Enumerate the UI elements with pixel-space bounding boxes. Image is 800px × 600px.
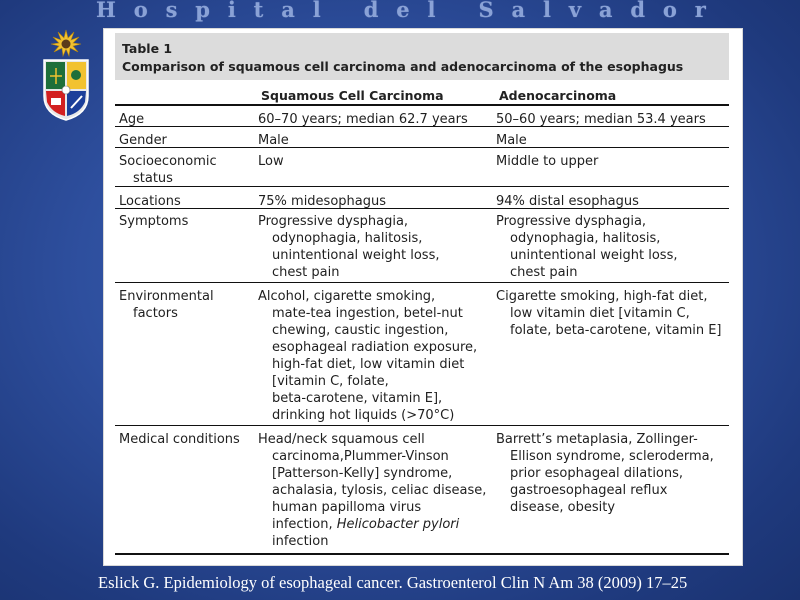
feature-cell [119, 111, 144, 128]
header-rule [115, 104, 729, 106]
row-divider [115, 147, 729, 148]
citation: Eslick G. Epidemiology of esophageal cancer. Gastroenterol Clin N Am 38 (2009) 17–25 [98, 573, 688, 592]
title-letter: v [568, 0, 582, 22]
cell-line: Cigarette smoking, high-fat diet, [496, 289, 708, 304]
title-letter: p [195, 0, 210, 22]
title-letter: a [598, 0, 613, 22]
feature-cell [119, 153, 217, 187]
title-letter: r [694, 0, 706, 22]
scc-cell [258, 111, 468, 128]
cell-line: low vitamin diet [vitamin C, [510, 306, 690, 321]
feature-cell [119, 288, 214, 322]
feature-cell [119, 132, 167, 149]
title-letter: s [165, 0, 178, 22]
cell-line: [Patterson-Kelly] syndrome, [272, 466, 453, 481]
cell-line: Age [119, 112, 145, 127]
cell-line: 94% distal esophagus [496, 194, 639, 209]
feature-cell [119, 213, 188, 230]
footer-rule [115, 553, 729, 555]
scc-cell [258, 288, 477, 424]
cell-line: drinking hot liquids (>70°C) [272, 408, 455, 423]
table-label: Table 1 [122, 41, 173, 56]
title-letter: a [511, 0, 526, 22]
cell-line: high-fat diet, low vitamin diet [272, 357, 465, 372]
cell-line: Ellison syndrome, scleroderma, [510, 449, 714, 464]
cell-line: Low [258, 154, 284, 169]
cell-line: carcinoma,Plummer-Vinson [272, 449, 449, 464]
cell-line: odynophagia, halitosis, [510, 231, 661, 246]
title-letter: t [253, 0, 264, 22]
title-letter: l [427, 0, 436, 22]
cell-line: disease, obesity [510, 500, 616, 515]
table-caption [115, 33, 729, 80]
adenocarcinoma-cell [496, 193, 639, 210]
cell-line: odynophagia, halitosis, [272, 231, 423, 246]
adenocarcinoma-cell [496, 153, 598, 170]
scc-cell [258, 153, 284, 170]
title-letter: l [312, 0, 321, 22]
title-letter: d [630, 0, 646, 22]
cell-line: infection, Helicobacter pylori [272, 517, 460, 532]
cell-line: human papilloma virus [272, 500, 422, 515]
cell-line: Head/neck squamous cell [258, 432, 425, 447]
title-letter: S [478, 0, 494, 22]
row-divider [115, 425, 729, 426]
scc-cell [258, 193, 386, 210]
cell-line: achalasia, tylosis, celiac disease, [272, 483, 487, 498]
title-space [453, 0, 460, 22]
title-letter: o [662, 0, 677, 22]
title-letter: e [396, 0, 410, 22]
cell-line: chest pain [272, 265, 340, 280]
adenocarcinoma-cell [496, 111, 706, 128]
hospital-title [96, 0, 706, 22]
cell-line: Barrett’s metaplasia, Zollinger- [496, 432, 698, 447]
cell-line: Progressive dysphagia, [496, 214, 647, 229]
feature-cell [119, 431, 240, 448]
cell-line: beta-carotene, vitamin E], [272, 391, 443, 406]
column-header-adenocarcinoma: Adenocarcinoma [499, 88, 617, 103]
cell-line: prior esophageal dilations, [510, 466, 684, 481]
cell-line: Locations [119, 194, 181, 209]
cell-line: Socioeconomic [119, 154, 217, 169]
cell-line: Middle to upper [496, 154, 599, 169]
title-letter: o [133, 0, 148, 22]
title-letter: H [96, 0, 116, 22]
cell-line: infection [272, 534, 329, 549]
feature-cell [119, 193, 181, 210]
row-divider [115, 282, 729, 283]
adenocarcinoma-cell [496, 213, 677, 281]
cell-line: Male [496, 133, 527, 148]
column-header-scc: Squamous Cell Carcinoma [261, 88, 444, 103]
adenocarcinoma-cell [496, 431, 714, 516]
cell-line: factors [133, 306, 178, 321]
cell-line: gastroesophageal reflux [510, 483, 668, 498]
cell-line: 60–70 years; median 62.7 years [258, 112, 468, 127]
cell-line: esophageal radiation exposure, [272, 340, 478, 355]
cell-line: mate-tea ingestion, betel-nut [272, 306, 463, 321]
cell-line: chest pain [510, 265, 578, 280]
sun-rays-icon [51, 30, 81, 56]
cell-line: Gender [119, 133, 167, 148]
cell-line: chewing, caustic ingestion, [272, 323, 449, 338]
title-letter: i [227, 0, 236, 22]
cell-line: status [133, 171, 173, 186]
adenocarcinoma-cell [496, 132, 527, 149]
cell-line: 75% midesophagus [258, 194, 387, 209]
cell-line: [vitamin C, folate, [272, 374, 389, 389]
cell-line: Medical conditions [119, 432, 240, 447]
university-crest-logo [38, 28, 94, 124]
title-space [339, 0, 346, 22]
title-letter: l [543, 0, 551, 22]
title-letter: a [281, 0, 295, 22]
cell-line: Male [258, 133, 289, 148]
adenocarcinoma-cell [496, 288, 722, 339]
cell-line: Alcohol, cigarette smoking, [258, 289, 436, 304]
cell-line: Environmental [119, 289, 214, 304]
cell-line: Symptoms [119, 214, 189, 229]
title-letter: d [363, 0, 379, 22]
cell-line: folate, beta-carotene, vitamin E] [510, 323, 722, 338]
cell-line: 50–60 years; median 53.4 years [496, 112, 706, 127]
species-name: Helicobacter pylori [336, 517, 460, 532]
comparison-table [103, 28, 743, 566]
cell-line: unintentional weight loss, [510, 248, 678, 263]
scc-cell [258, 213, 439, 281]
table-title: Comparison of squamous cell carcinoma and adenocarcinoma of the esophagus [122, 59, 684, 74]
cell-line: Progressive dysphagia, [258, 214, 409, 229]
cell-line: unintentional weight loss, [272, 248, 440, 263]
scc-cell [258, 132, 289, 149]
scc-cell [258, 431, 486, 550]
